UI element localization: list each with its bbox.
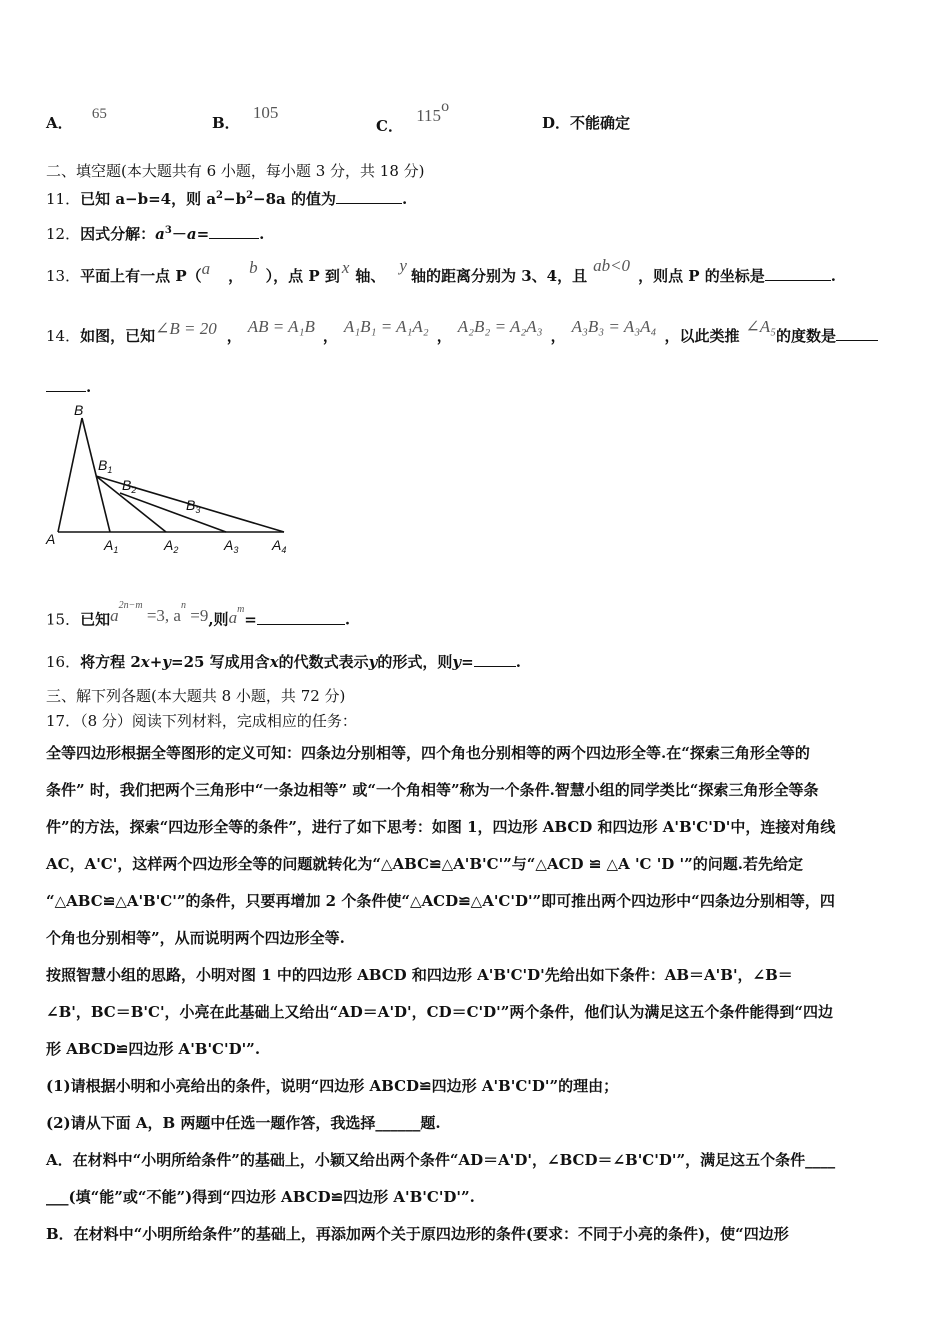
q17-line: “△ABC≌△A'B'C'”的条件，只要再增加 2 个条件使“△ACD≌△A'C'D'”即可推出两个四边形中“四条边分别相等，四 [46,892,835,910]
q12-var1: a [155,225,165,243]
q12-text-b: － [171,225,187,243]
label-b3: $B_3$ [186,497,201,515]
q16-end: . [515,653,521,671]
option-d-value: 不能确定 [570,114,631,132]
q12-var2: a [186,225,197,243]
option-b [212,103,279,133]
section3-title: 三、解下列各题(本大题共 8 小题，共 72 分) [46,687,346,705]
q16-var-x2: x [269,653,279,671]
q12-answer-blank[interactable] [209,224,259,239]
question-12 [46,221,264,244]
q15-text-1: 已知 [80,610,111,629]
q16-text-6: = [461,653,474,671]
q11-text-b: −b [223,190,247,208]
q14-math-eq-4: A₃B₃ = A₃A₄ [571,317,657,336]
q16-text-4: 的代数式表示 [278,653,369,671]
q16-text-3: =25 写成用含 [171,653,270,671]
q17-line: A．在材料中“小明所给条件”的基础上，小颖又给出两个条件“AD＝A'D'，∠BCD＝∠B'C'D'”，满足这五个条件____ [46,1151,836,1169]
q16-text-1: 将方程 2 [80,653,141,671]
option-c [376,98,450,136]
q13-text-6: ，则点 P 的坐标是 [638,267,765,285]
q12-sup: 3 [164,225,172,236]
q14-answer-blank-1[interactable] [836,326,878,341]
q15-answer-blank[interactable] [257,610,345,625]
q17-line: 条件” 时，我们把两个三角形中“一条边相等” 或“一个角相等”称为一个条件.智慧小组的同学类比“探索三角形全等条 [46,781,819,799]
q14-math-eq-3: A₂B₂ = A₂A₃ [457,317,543,336]
q14-comma-3: ， [436,327,452,345]
q16-var-x1: x [140,653,150,671]
option-b-label: B． [212,114,240,132]
q16-var-y3: y [452,653,462,671]
q12-text-a: 因式分解： [80,225,156,243]
q14-comma-5: ， [664,327,680,345]
option-d-label: D． [542,114,571,132]
q14-comma-2: ， [322,327,338,345]
q16-var-y1: y [162,653,172,671]
q11-text-a: 已知 a−b=4，则 a [80,190,217,208]
q13-math-b: b [249,258,258,277]
q17-line: B．在材料中“小明所给条件”的基础上，再添加两个关于原四边形的条件(要求：不同于小亮的条件)，使“四边形 [46,1225,789,1243]
q12-number: 12． [46,225,81,243]
q13-text-1: 平面上有一点 P（ [80,267,202,285]
q16-answer-blank[interactable] [474,652,516,667]
q17-line: 按照智慧小组的思路，小明对图 1 中的四边形 ABCD 和四边形 A'B'C'D'先给出如下条件：AB＝A'B'，∠B＝ [46,966,793,984]
question-15 [46,600,351,630]
label-a: A [46,531,56,547]
option-a [46,106,107,133]
q13-math-a: a [201,259,211,278]
q13-text-3: ），点 P 到 [265,267,340,285]
edge-ba1 [82,418,113,532]
q17-line: 形 ABCD≌四边形 A'B'C'D'”. [46,1040,261,1058]
q11-end: . [402,190,408,208]
option-c-value: 115 [416,106,442,125]
q11-number: 11． [46,190,81,208]
q17-head: 17．（8 分）阅读下列材料，完成相应的任务： [46,712,357,730]
question-16 [46,652,521,672]
q14-number: 14． [46,327,81,345]
option-a-value: 65 [91,106,107,122]
q16-var-y2: y [368,653,378,671]
q14-math-eq-1: AB = A₁B [247,317,315,336]
q13-number: 13． [46,267,81,285]
label-b: B [74,402,84,418]
q14-math-eq-2: A₁B₁ = A₁A₂ [343,317,429,336]
option-c-label: C． [376,117,403,135]
label-a2: $A_2$ [164,537,179,555]
q17-line: (1)请根据小明和小亮给出的条件，说明“四边形 ABCD≌四边形 A'B'C'D'”的理由； [46,1077,619,1095]
q13-end: . [830,267,837,285]
q15-math: $a^{2n-m} =3$, $a^n =9$ [110,600,209,625]
q17-body [46,735,906,1253]
q11-sup1: 2 [216,190,224,201]
section2-title: 二、填空题(本大题共有 6 小题，每小题 3 分，共 18 分) [46,162,425,180]
q14-text-2: 以此类推 [679,327,740,345]
q15-text-3: = [244,610,257,629]
q13-answer-blank[interactable] [765,266,831,281]
option-d [542,112,630,133]
q14-math-angle-b: ∠B = 20 [155,319,217,338]
q16-text-2: + [149,653,163,671]
q11-answer-blank[interactable] [336,189,402,204]
q13-math-x: x [341,258,350,277]
q14-comma-1: ， [226,327,242,345]
edge-ab [58,418,82,532]
question-13 [46,256,837,286]
label-b1: $B_1$ [98,457,113,475]
q13-math-condition: ab<0 [593,256,631,275]
triangle-figure [40,398,300,558]
q14-comma-4: ， [550,327,566,345]
question-14-cont [46,377,91,397]
label-a4: $A_4$ [272,537,287,555]
q16-number: 16． [46,653,81,671]
q17-line: 个角也分别相等”，从而说明两个四边形全等. [46,929,345,947]
q14-math-angle-a5: ∠A₅ [745,317,777,336]
q17-line: 全等四边形根据全等图形的定义可知：四条边分别相等，四个角也分别相等的两个四边形全等.在“探索三角形全等的 [46,744,810,762]
q17-line: ___(填“能”或“不能”)得到“四边形 ABCD≌四边形 A'B'C'D'”. [46,1188,475,1206]
q11-sup2: 2 [246,190,254,201]
q13-text-5: 轴的距离分别为 3、4，且 [410,267,588,285]
label-a3: $A_3$ [224,537,239,555]
q15-text-2: ,则 [208,610,229,629]
q14-text-3: 的度数是 [776,327,837,345]
q12-text-c: = [196,225,210,243]
option-a-label: A． [46,114,73,132]
q14-answer-blank-2[interactable] [46,377,86,392]
label-a1: $A_1$ [104,537,119,555]
q14-text-1: 如图，已知 [80,327,156,345]
q17-line: ∠B'，BC＝B'C'，小亮在此基础上又给出“AD＝A'D'，CD＝C'D'”两个条件，他们认为满足这五个条件能得到“四边 [46,1003,833,1021]
q13-text-2: ， [228,267,244,285]
q15-number: 15． [46,610,81,629]
q15-math-am: $a^m$ [228,604,245,627]
question-14 [46,317,878,346]
q12-end: . [259,225,265,243]
option-b-value: 105 [252,103,279,122]
label-b2: $B_2$ [122,477,137,495]
option-c-degree: o [441,98,450,115]
q17-line: AC，A'C'，这样两个四边形全等的问题就转化为“△ABC≌△A'B'C'”与“△ACD ≌ △A 'C 'D '”的问题.若先给定 [46,855,803,873]
q13-text-4: 轴、 [355,267,386,285]
q16-text-5: 的形式，则 [377,653,453,671]
q15-end: . [344,610,351,629]
q11-text-c: −8a 的值为 [253,190,336,208]
q17-line: (2)请从下面 A，B 两题中任选一题作答，我选择______题. [46,1114,441,1132]
q14-end: . [86,378,92,396]
question-11 [46,186,407,209]
q17-line: 件”的方法，探索“四边形全等的条件”，进行了如下思考：如图 1，四边形 ABCD 和四边形 A'B'C'D'中，连接对角线 [46,818,836,836]
q13-math-y: y [399,256,407,275]
